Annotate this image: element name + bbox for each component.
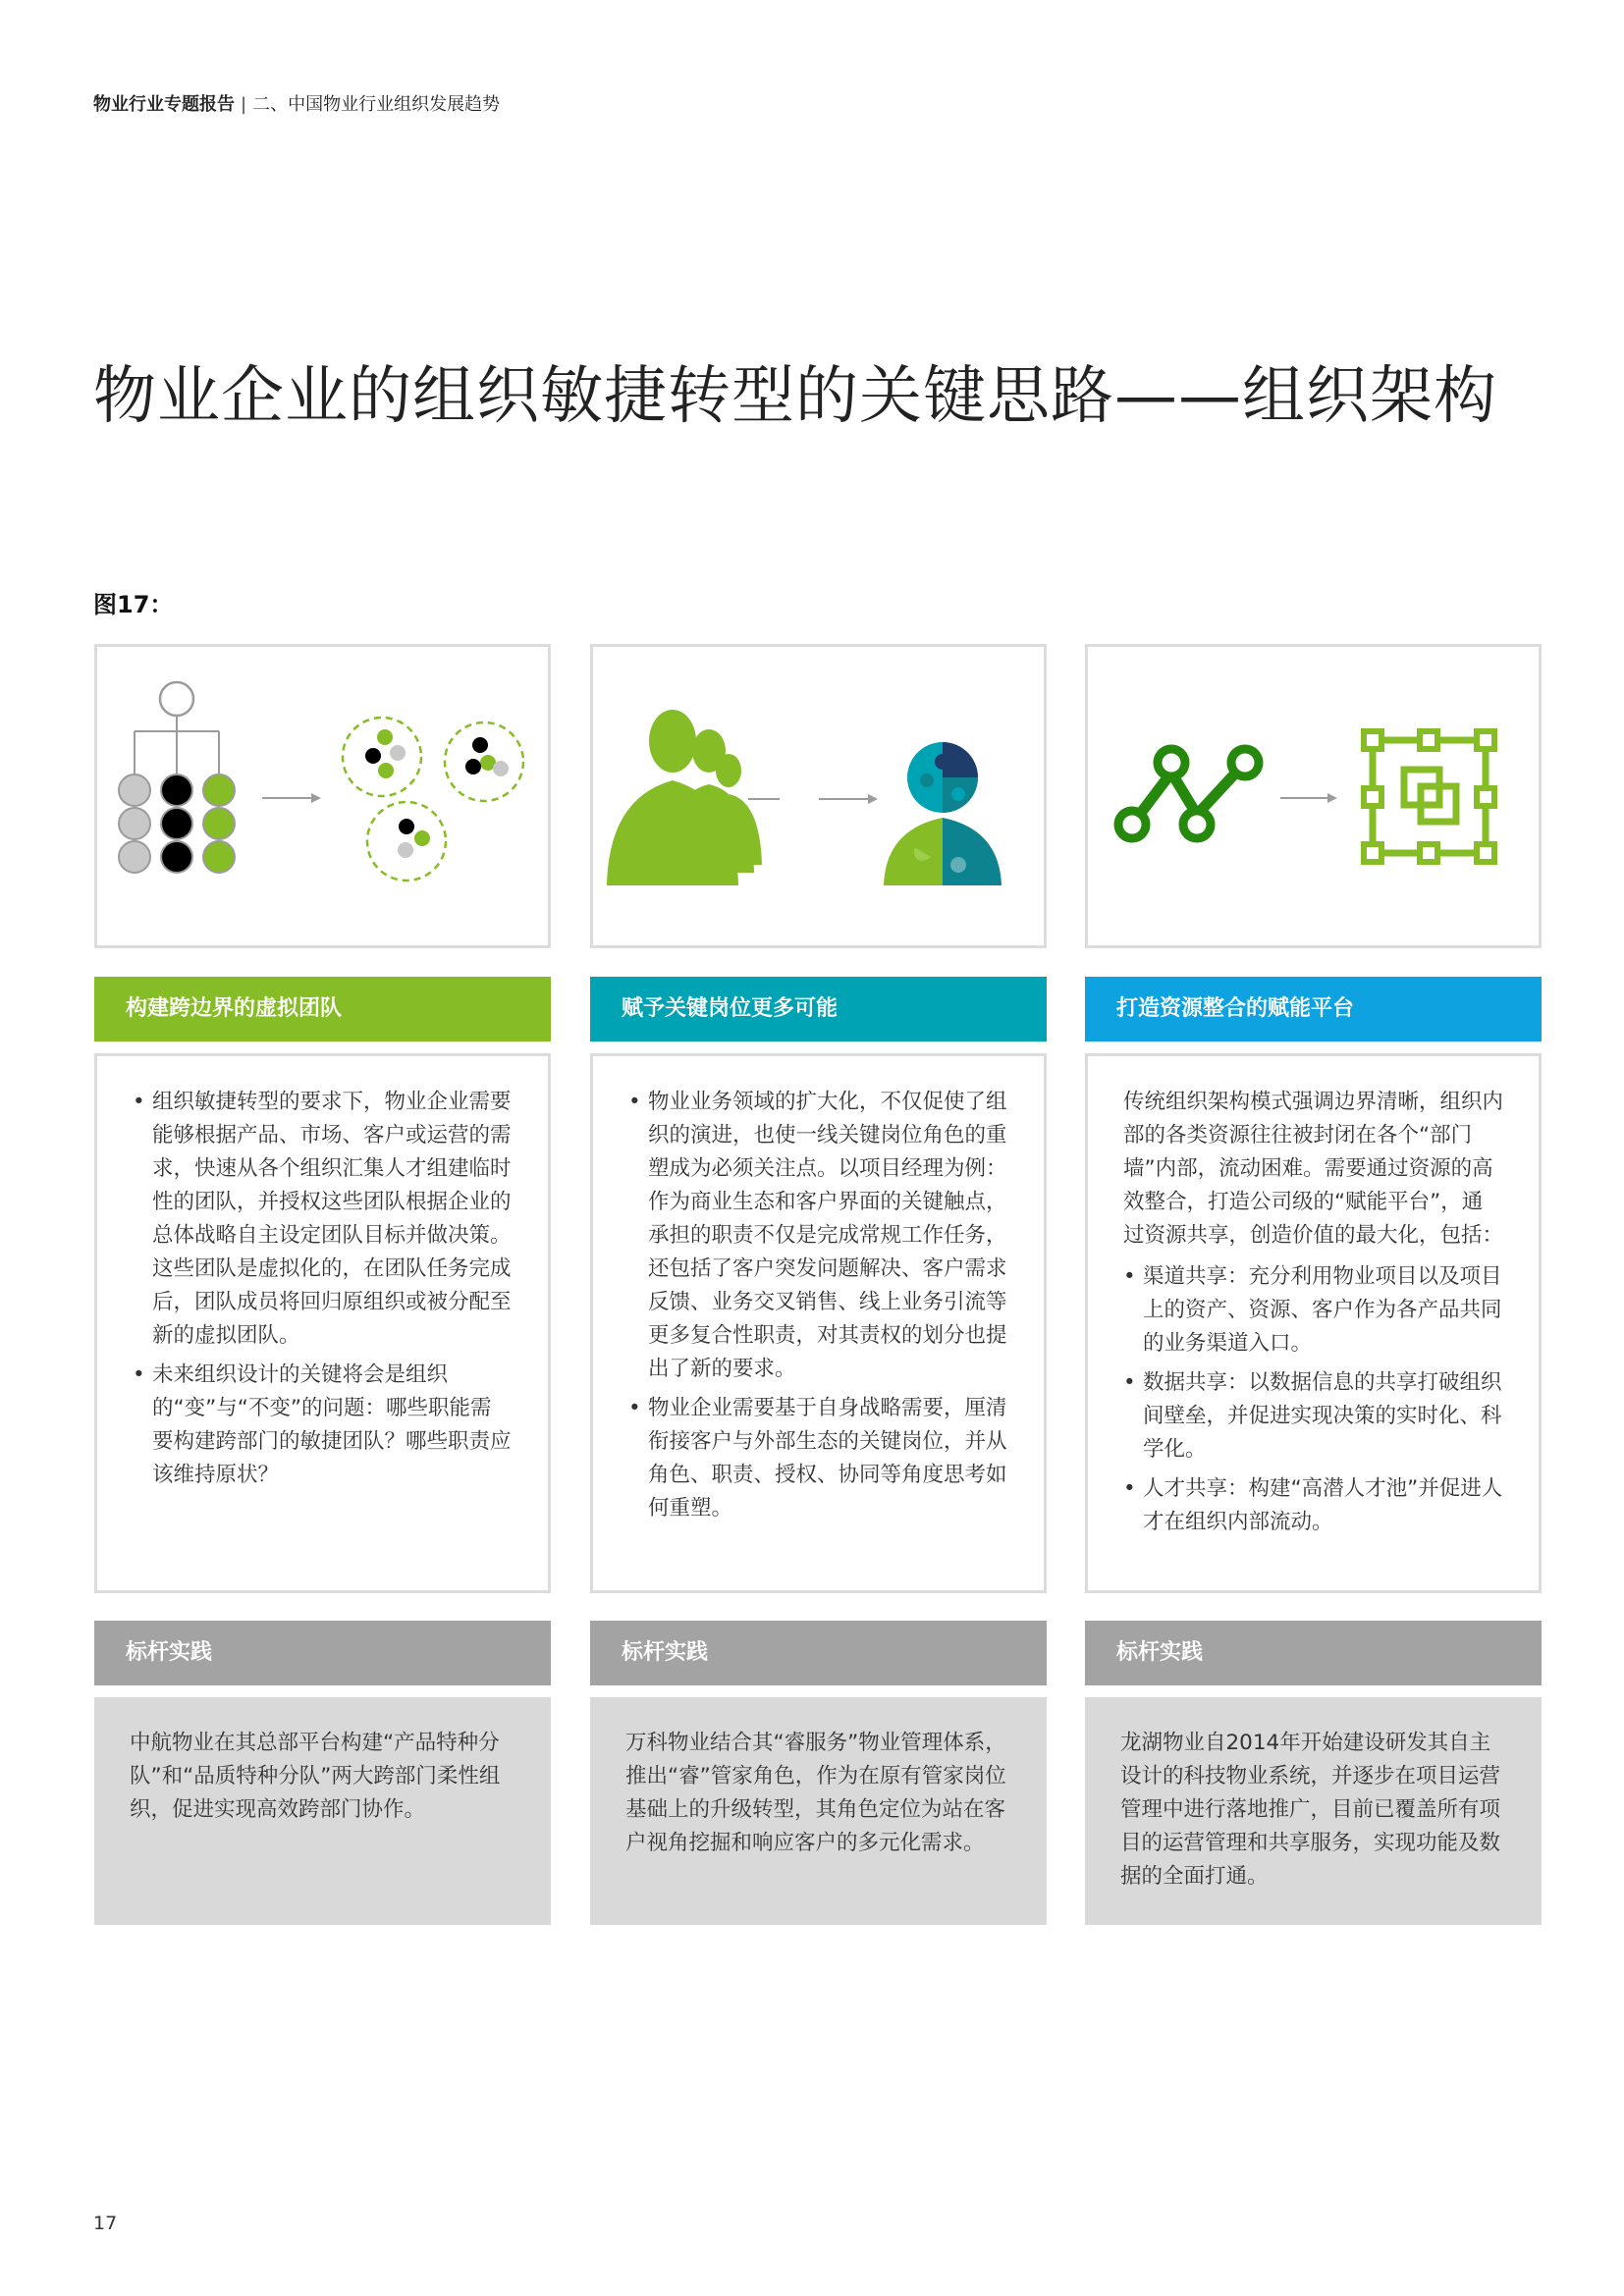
page-header: [93, 90, 500, 116]
people-puzzle-icon: [593, 647, 1044, 945]
practice-heading: 标杆实践: [590, 1621, 1047, 1685]
bullet-item: • 未来组织设计的关键将会是组织的“变”与“不变”的问题：哪些职能需要构建跨部门的敏捷团队？哪些职责应该维持原状？: [133, 1359, 513, 1492]
bullet-list: [1123, 1260, 1503, 1539]
bullet-item: • 组织敏捷转型的要求下，物业企业需要能够根据产品、市场、客户或运营的需求，快速从各个组织汇集人才组建临时性的团队，并授权这些团队根据企业的总体战略自主设定团队目标并做决策。这些团队是虚拟化的，在团队任务完成后，团队成员将回归原组织或被分配至新的虚拟团队。: [133, 1086, 513, 1353]
icon-box: [1085, 644, 1542, 948]
column-text: [590, 1053, 1047, 1593]
virtual-team-icon: [97, 647, 548, 945]
bullet-item: • 人才共享：构建“高潜人才池”并促进人才在组织内部流动。: [1123, 1472, 1503, 1539]
platform-icon: [1088, 647, 1539, 945]
page-number: 17: [93, 2213, 118, 2234]
report-name: 物业行业专题报告: [93, 94, 235, 115]
bullet-item: • 物业企业需要基于自身战略需要，厘清衔接客户与外部生态的关键岗位，并从角色、职责、授权、协同等角度思考如何重塑。: [628, 1392, 1008, 1525]
practice-text: 中航物业在其总部平台构建“产品特种分队”和“品质特种分队”两大跨部门柔性组织，促进实现高效跨部门协作。: [94, 1697, 551, 1925]
column-heading: 构建跨边界的虚拟团队: [94, 977, 551, 1041]
column-text: [94, 1053, 551, 1593]
icon-box: [590, 644, 1047, 948]
column-heading: 赋予关键岗位更多可能: [590, 977, 1047, 1041]
bullet-list: [133, 1086, 513, 1492]
figure-label: 图17：: [93, 591, 174, 618]
bullet-item: • 渠道共享：充分利用物业项目以及项目上的资产、资源、客户作为各产品共同的业务渠道入口。: [1123, 1260, 1503, 1361]
practice-heading: 标杆实践: [94, 1621, 551, 1685]
practice-text: 万科物业结合其“睿服务”物业管理体系，推出“睿”管家角色，作为在原有管家岗位基础上的升级转型，其角色定位为站在客户视角挖掘和响应客户的多元化需求。: [590, 1697, 1047, 1925]
icon-box: [94, 644, 551, 948]
bullet-item: • 数据共享：以数据信息的共享打破组织间壁垒，并促进实现决策的实时化、科学化。: [1123, 1366, 1503, 1467]
bullet-item: • 物业业务领域的扩大化，不仅促使了组织的演进，也使一线关键岗位角色的重塑成为必须关注点。以项目经理为例：作为商业生态和客户界面的关键触点，承担的职责不仅是完成常规工作任务，还包括了客户突发问题解决、客户需求反馈、业务交叉销售、线上业务引流等更多复合性职责，对其责权的划分也提出了新的要求。: [628, 1086, 1008, 1386]
section-name: 二、中国物业行业组织发展趋势: [252, 94, 501, 115]
practice-text: 龙湖物业自2014年开始建设研发其自主设计的科技物业系统，并逐步在项目运营管理中进行落地推广，目前已覆盖所有项目的运营管理和共享服务，实现功能及数据的全面打通。: [1085, 1697, 1542, 1925]
page-title: 物业企业的组织敏捷转型的关键思路——组织架构: [93, 360, 1497, 433]
column-text: [1085, 1053, 1542, 1593]
bullet-list: [628, 1086, 1008, 1525]
column-heading: 打造资源整合的赋能平台: [1085, 977, 1542, 1041]
practice-heading: 标杆实践: [1085, 1621, 1542, 1685]
intro-text: 传统组织架构模式强调边界清晰，组织内部的各类资源往往被封闭在各个“部门墙”内部，流动困难。需要通过资源的高效整合，打造公司级的“赋能平台”，通过资源共享，创造价值的最大化，包括：: [1123, 1090, 1504, 1248]
header-separator: |: [241, 94, 247, 115]
